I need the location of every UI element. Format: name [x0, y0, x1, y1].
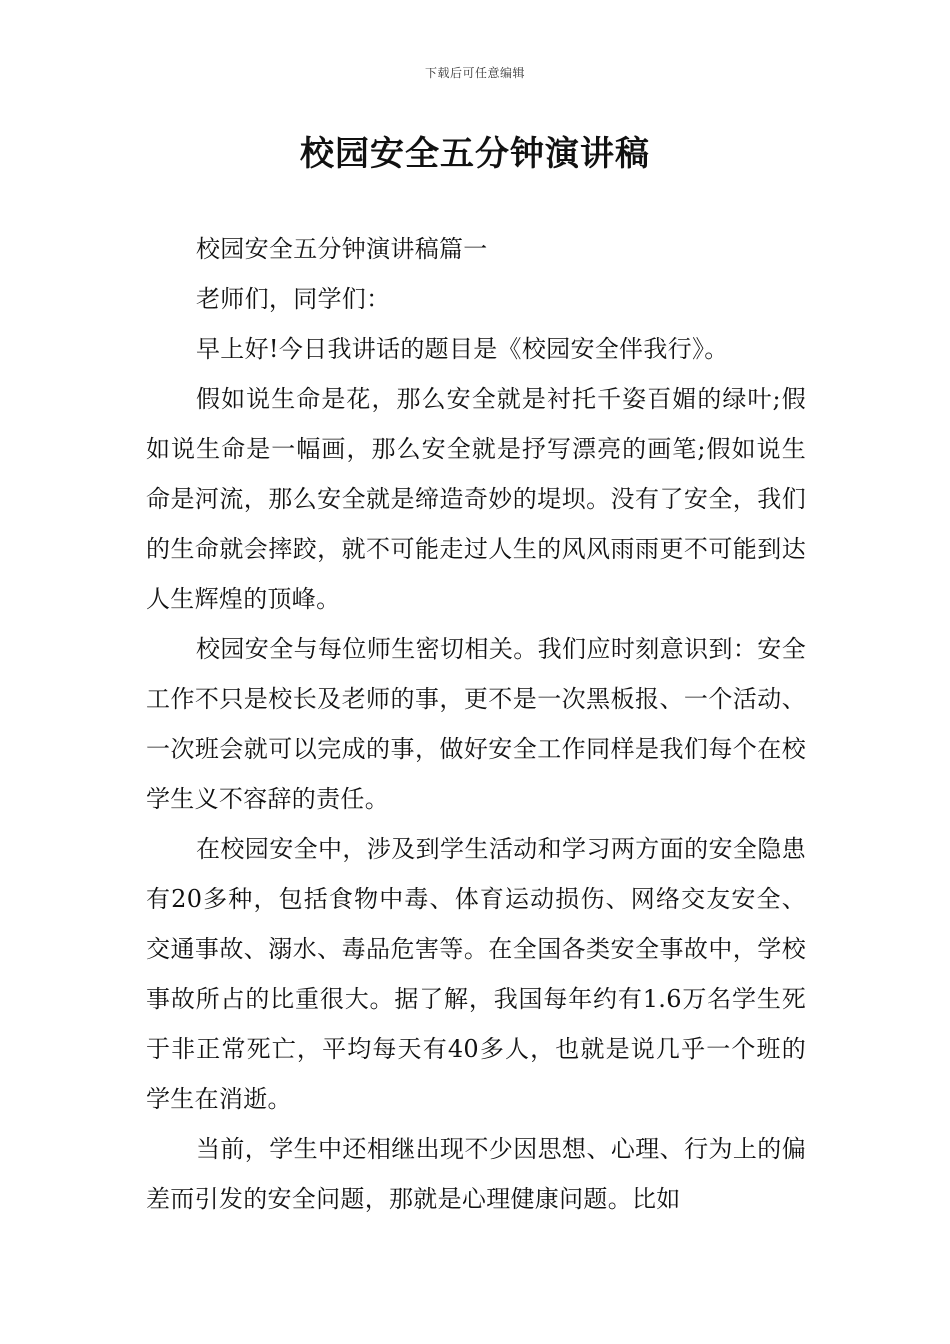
document-title: 校园安全五分钟演讲稿	[300, 134, 650, 174]
document-body	[146, 224, 806, 1224]
paragraph-heading: 校园安全五分钟演讲稿篇一	[196, 235, 488, 263]
paragraph: 在校园安全中，涉及到学生活动和学习两方面的安全隐患有20多种，包括食物中毒、体育运动损伤、网络交友安全、交通事故、溺水、毒品危害等。在全国各类安全事故中，学校事故所占的比重很大。据了解，我国每年约有1.6万名学生死于非正常死亡，平均每天有40多人，也就是说几乎一个班的学生在消逝。	[146, 835, 806, 1113]
paragraph-intro: 早上好!今日我讲话的题目是《校园安全伴我行》。	[196, 335, 729, 363]
paragraph: 假如说生命是花，那么安全就是衬托千姿百媚的绿叶;假如说生命是一幅画，那么安全就是抒写漂亮的画笔;假如说生命是河流，那么安全就是缔造奇妙的堤坝。没有了安全，我们的生命就会摔跤，就不可能走过人生的风风雨雨更不可能到达人生辉煌的顶峰。	[146, 385, 806, 613]
header-note: 下载后可任意编辑	[424, 66, 525, 80]
paragraph: 校园安全与每位师生密切相关。我们应时刻意识到：安全工作不只是校长及老师的事，更不是一次黑板报、一个活动、一次班会就可以完成的事，做好安全工作同样是我们每个在校学生义不容辞的责任。	[146, 635, 806, 813]
paragraph-greeting: 老师们，同学们：	[196, 285, 391, 313]
paragraph: 当前，学生中还相继出现不少因思想、心理、行为上的偏差而引发的安全问题，那就是心理健康问题。比如	[146, 1135, 806, 1213]
